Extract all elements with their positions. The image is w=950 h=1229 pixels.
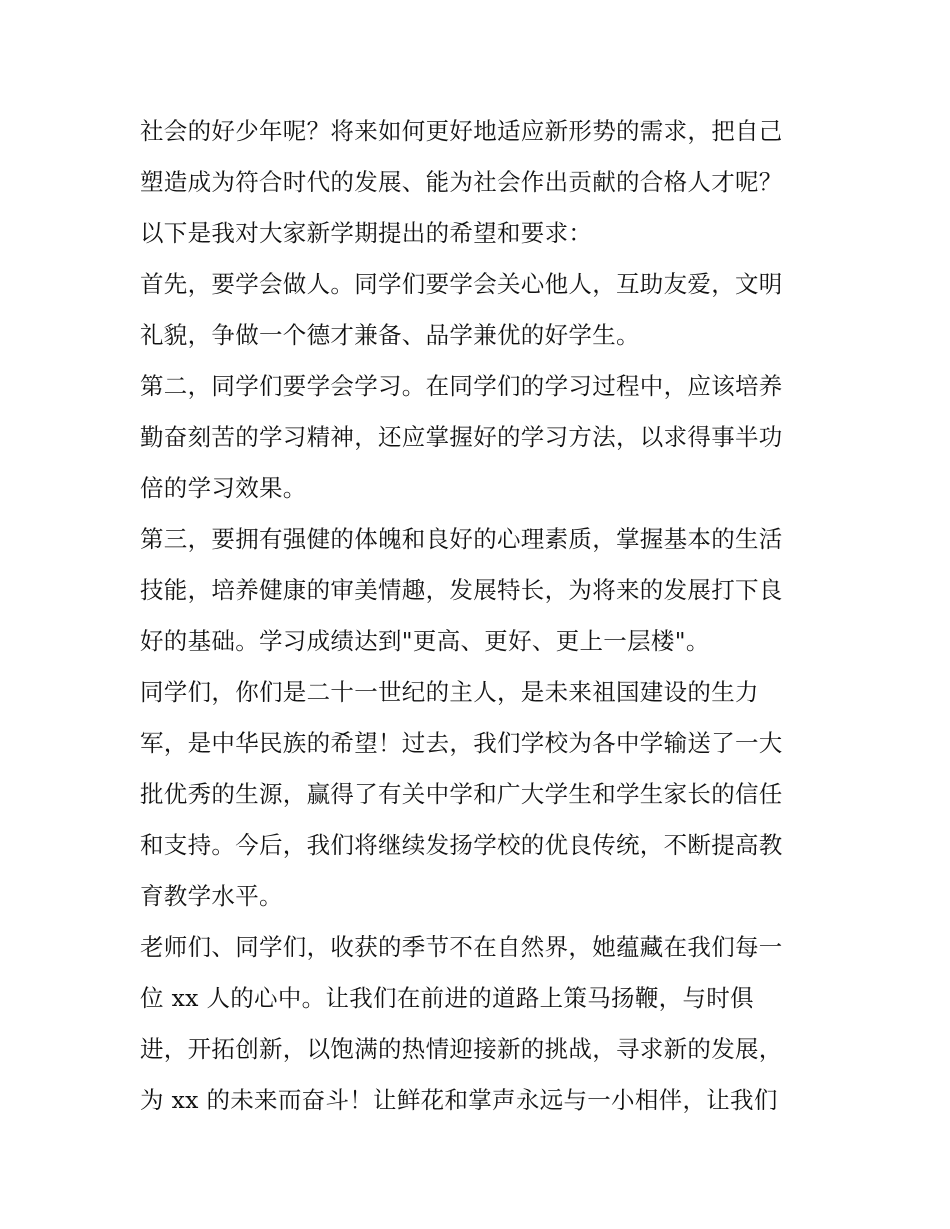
text-line: 好的基础。学习成绩达到"更高、更好、更上一层楼"。 [140,627,710,655]
text-line: 社会的好少年呢？将来如何更好地适应新形势的需求，把自己 [140,117,783,145]
text-line: 军，是中华民族的希望！过去，我们学校为各中学输送了一大 [140,729,783,757]
text-line: 礼貌，争做一个德才兼备、品学兼优的好学生。 [140,321,640,349]
text-line: 首先，要学会做人。同学们要学会关心他人，互助友爱，文明 [140,270,783,298]
text-line: 第三，要拥有强健的体魄和良好的心理素质，掌握基本的生活 [140,525,783,553]
text-line: 育教学水平。 [140,882,283,910]
document-body [140,106,830,1126]
text-line: 塑造成为符合时代的发展、能为社会作出贡献的合格人才呢？ [140,168,783,196]
text-line: 勤奋刻苦的学习精神，还应掌握好的学习方法，以求得事半功 [140,423,783,451]
text-line: 位 xx 人的心中。让我们在前进的道路上策马扬鞭，与时俱 [140,984,754,1012]
text-line: 和支持。今后，我们将继续发扬学校的优良传统，不断提高教 [140,831,783,859]
text-line: 第二，同学们要学会学习。在同学们的学习过程中，应该培养 [140,372,783,400]
text-line: 为 xx 的未来而奋斗！让鲜花和掌声永远与一小相伴，让我们 [140,1086,778,1114]
text-line: 老师们、同学们，收获的季节不在自然界，她蕴藏在我们每一 [140,933,783,961]
text-line: 技能，培养健康的审美情趣，发展特长，为将来的发展打下良 [140,576,783,604]
text-line: 批优秀的生源，赢得了有关中学和广大学生和学生家长的信任 [140,780,783,808]
text-line: 倍的学习效果。 [140,474,307,502]
text-line: 同学们，你们是二十一世纪的主人，是未来祖国建设的生力 [140,678,759,706]
text-line: 以下是我对大家新学期提出的希望和要求： [140,219,593,247]
text-line: 进，开拓创新，以饱满的热情迎接新的挑战，寻求新的发展， [140,1035,783,1063]
